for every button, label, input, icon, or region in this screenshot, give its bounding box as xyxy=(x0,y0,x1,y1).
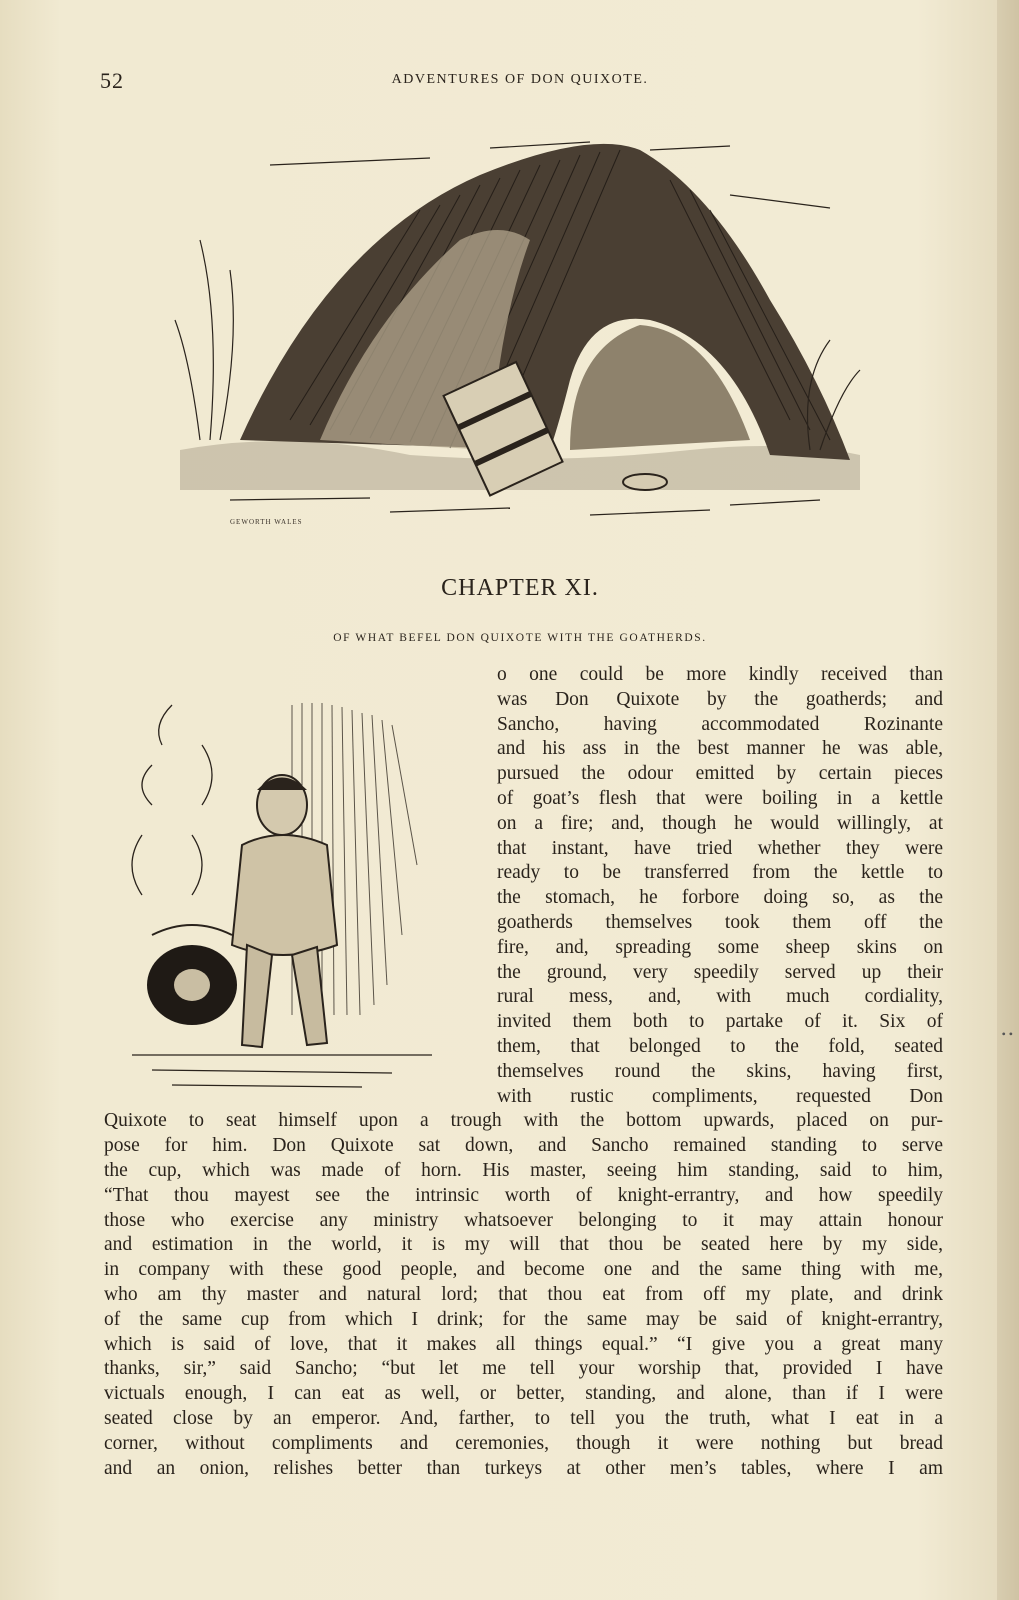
hut-engraving-icon xyxy=(170,120,870,540)
column-text-line: that instant, have tried whether they were xyxy=(497,837,943,859)
column-text-line: the stomach, he forbore doing so, as the xyxy=(497,887,943,909)
column-text-line: pursued the odour emitted by certain pieces xyxy=(497,763,943,785)
chapter-subtitle: OF WHAT BEFEL DON QUIXOTE WITH THE GOATHERDS. xyxy=(333,632,707,644)
body-text-line: of the same cup from which I drink; for the same may be said of knight-errantry, xyxy=(104,1308,943,1330)
column-text-line: on a fire; and, though he would willingly, at xyxy=(497,812,943,834)
sancho-by-kettle-engraving-icon xyxy=(112,685,472,1115)
running-title: ADVENTURES OF DON QUIXOTE. xyxy=(391,72,649,87)
column-text-line: o one could be more kindly received than xyxy=(497,664,943,685)
body-text-line: in company with these good people, and become one and the same thing with me, xyxy=(104,1259,943,1281)
column-text-line: with rustic compliments, requested Don xyxy=(497,1085,943,1107)
column-text-line: goatherds themselves took them off the xyxy=(497,912,943,933)
body-text-line: “That thou mayest see the intrinsic worth of knight-errantry, and how speedily xyxy=(104,1184,943,1206)
body-text-line: thanks, sir,” said Sancho; “but let me tell your worship that, provided I have xyxy=(104,1358,943,1380)
page-header xyxy=(100,68,940,98)
page-number: 52 xyxy=(100,68,124,93)
chapter-title: CHAPTER XI. xyxy=(441,575,599,601)
column-text-line: rural mess, and, with much cordiality, xyxy=(497,986,943,1008)
column-text-line: themselves round the skins, having first, xyxy=(497,1060,943,1082)
body-text-line: victuals enough, I can eat as well, or better, standing, and alone, than if I were xyxy=(104,1383,943,1405)
margin-mark: • • xyxy=(1001,1027,1013,1041)
engraver-signature: GEWORTH WALES xyxy=(230,518,303,526)
column-text-line: was Don Quixote by the goatherds; and xyxy=(497,688,943,710)
column-text-line: invited them both to partake of it. Six of xyxy=(497,1011,943,1033)
column-text-line: Sancho, having accommodated Rozinante xyxy=(497,713,943,735)
body-text-line: and estimation in the world, it is my will that thou be seated here by my side, xyxy=(104,1234,943,1256)
body-text-line: pose for him. Don Quixote sat down, and Sancho remained standing to serve xyxy=(104,1135,943,1157)
column-text-line: of goat’s flesh that were boiling in a kettle xyxy=(497,788,943,809)
body-text-line: those who exercise any ministry whatsoever belonging to it may attain honour xyxy=(104,1209,943,1231)
column-text-line: them, that belonged to the fold, seated xyxy=(497,1036,943,1057)
column-text-line: the ground, very speedily served up their xyxy=(497,961,943,983)
body-text-line: Quixote to seat himself upon a trough with the bottom upwards, placed on pur- xyxy=(104,1110,943,1132)
body-text-line: and an onion, relishes better than turkeys at other men’s tables, where I am xyxy=(104,1457,943,1479)
column-text-line: and his ass in the best manner he was able, xyxy=(497,738,943,760)
body-text-line: which is said of love, that it makes all things equal.” “I give you a great many xyxy=(104,1333,943,1355)
body-text-line: who am thy master and natural lord; that thou eat from off my plate, and drink xyxy=(104,1284,943,1305)
body-text-line: seated close by an emperor. And, farther, to tell you the truth, what I eat in a xyxy=(104,1408,943,1429)
body-text-line: corner, without compliments and ceremonies, though it were nothing but bread xyxy=(104,1432,943,1454)
column-text-line: ready to be transferred from the kettle to xyxy=(497,862,943,884)
column-text-line: fire, and, spreading some sheep skins on xyxy=(497,936,943,958)
body-text-line: the cup, which was made of horn. His master, seeing him standing, said to him, xyxy=(104,1160,943,1181)
page-edge-shadow xyxy=(997,0,1019,1600)
